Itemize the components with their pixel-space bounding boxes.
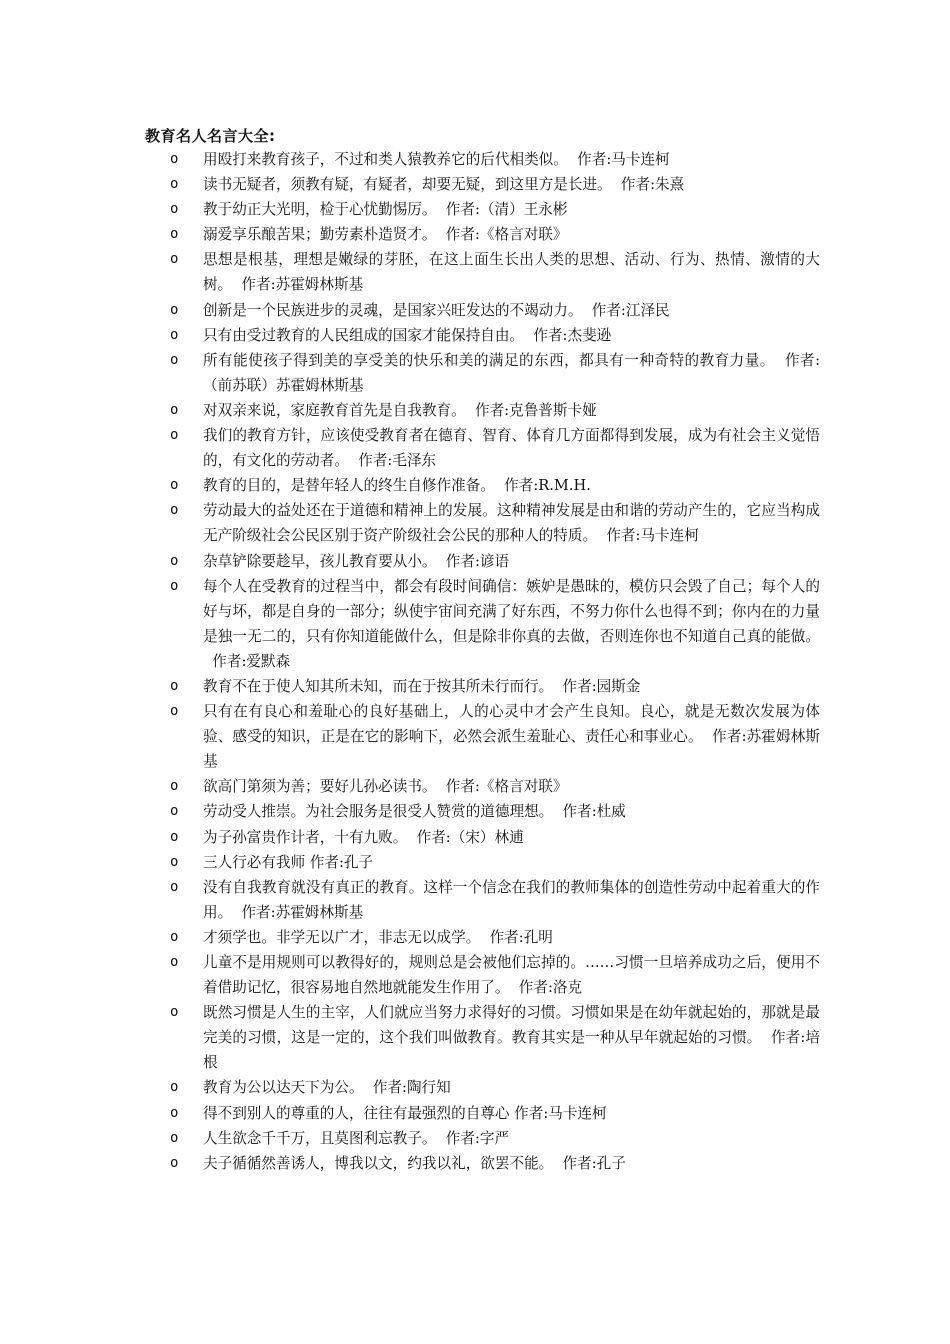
quote-item bbox=[160, 875, 820, 925]
quote-item bbox=[160, 549, 820, 574]
quote-author: 《格言对联》 bbox=[479, 226, 568, 244]
quote-author: 朱熹 bbox=[655, 176, 685, 194]
bullet-icon: o bbox=[170, 1129, 179, 1146]
quote-author: 苏霍姆林斯基 bbox=[203, 728, 820, 771]
quote-item bbox=[160, 1000, 820, 1075]
quote-text: 读书无疑者，须教有疑，有疑者，却要无疑，到这里方是长进。 bbox=[203, 176, 612, 194]
quote-author: 谚语 bbox=[479, 552, 510, 570]
quote-author: 马卡连柯 bbox=[640, 527, 699, 545]
quote-author: （清）王永彬 bbox=[479, 201, 568, 219]
quote-item bbox=[160, 799, 820, 824]
bullet-icon: o bbox=[170, 226, 179, 243]
quote-item bbox=[160, 398, 820, 423]
bullet-icon: o bbox=[170, 778, 179, 795]
quote-item bbox=[160, 323, 820, 348]
quote-item bbox=[160, 1075, 820, 1100]
quote-author: 《格言对联》 bbox=[479, 778, 568, 796]
quote-author: 毛泽东 bbox=[392, 452, 437, 470]
bullet-icon: o bbox=[170, 577, 179, 594]
quote-item bbox=[160, 298, 820, 323]
author-prefix: 作者: bbox=[712, 728, 747, 746]
author-prefix: 作者: bbox=[562, 803, 597, 821]
author-prefix: 作者: bbox=[562, 677, 597, 695]
author-prefix: 作者: bbox=[241, 276, 276, 294]
quote-author: 孔子 bbox=[596, 1154, 626, 1172]
quote-author: 孔明 bbox=[523, 928, 553, 946]
author-prefix: 作者: bbox=[445, 778, 480, 796]
bullet-icon: o bbox=[170, 803, 179, 820]
quote-text: 杂草铲除要趁早，孩儿教育要从小。 bbox=[203, 552, 437, 570]
bullet-icon: o bbox=[170, 401, 179, 418]
quote-item bbox=[160, 498, 820, 548]
bullet-icon: o bbox=[170, 301, 179, 318]
author-prefix: 作者: bbox=[770, 1029, 806, 1047]
quote-item bbox=[160, 1101, 820, 1126]
author-prefix: 作者: bbox=[212, 652, 247, 670]
bullet-icon: o bbox=[170, 1104, 179, 1121]
bullet-icon: o bbox=[170, 326, 179, 343]
quote-author: 培根 bbox=[203, 1029, 820, 1072]
quote-item bbox=[160, 247, 820, 297]
quote-author: R.M.H. bbox=[538, 477, 591, 495]
quote-item bbox=[160, 222, 820, 247]
bullet-icon: o bbox=[170, 703, 179, 720]
quote-text: 溺爱享乐酿苦果；勤劳素朴造贤才。 bbox=[203, 226, 437, 244]
bullet-icon: o bbox=[170, 251, 179, 268]
quote-author: 杰斐逊 bbox=[567, 326, 612, 344]
author-prefix: 作者: bbox=[445, 201, 480, 219]
quote-text: 教育为公以达天下为公。 bbox=[203, 1079, 364, 1097]
quote-author: 苏霍姆林斯基 bbox=[275, 903, 364, 921]
author-prefix: 作者: bbox=[577, 151, 612, 168]
quote-item bbox=[160, 574, 820, 674]
quote-author: 洛克 bbox=[552, 979, 583, 997]
author-prefix: 作者: bbox=[489, 928, 524, 946]
quote-item bbox=[160, 674, 820, 699]
quote-author: 孔子 bbox=[343, 853, 374, 871]
bullet-icon: o bbox=[170, 201, 179, 218]
quote-item bbox=[160, 1151, 820, 1176]
bullet-icon: o bbox=[170, 427, 179, 444]
quote-item bbox=[160, 850, 820, 875]
bullet-icon: o bbox=[170, 351, 179, 368]
author-prefix: 作者: bbox=[533, 326, 568, 344]
quote-author: 园斯金 bbox=[596, 677, 641, 695]
quote-item bbox=[160, 197, 820, 222]
quote-author: 字严 bbox=[479, 1129, 510, 1147]
quote-text: 我们的教育方针，应该使受教育者在德育、智育、体育几方面都得到发展，成为有社会主义觉悟的，有文化的劳动者。 bbox=[203, 427, 820, 470]
quote-text: 三人行必有我师 bbox=[203, 853, 306, 871]
author-prefix: 作者: bbox=[514, 1104, 549, 1122]
quote-author: 爱默森 bbox=[246, 652, 291, 670]
quote-item bbox=[160, 473, 820, 498]
quote-text: 创新是一个民族进步的灵魂，是国家兴旺发达的不竭动力。 bbox=[203, 301, 583, 319]
quote-item bbox=[160, 172, 820, 197]
quote-text: 教于幼正大光明，检于心忧勤惕厉。 bbox=[203, 201, 437, 219]
quote-text: 为子孙富贵作计者，十有九败。 bbox=[203, 828, 408, 846]
quote-item bbox=[160, 1126, 820, 1151]
quote-text: 每个人在受教育的过程当中，都会有段时间确信：嫉妒是愚昧的，模仿只会毁了自己；每个人的好与坏，都是自身的一部分；纵使宇宙间充满了好东西，不努力你什么也得不到；你内在的力量是独一无二的，只有你知道能做什么，但是除非你真的去做，否则连你也不知道自己真的能做。 bbox=[203, 577, 820, 645]
bullet-icon: o bbox=[170, 677, 179, 694]
bullet-icon: o bbox=[170, 878, 179, 895]
quote-list bbox=[160, 147, 820, 1176]
bullet-icon: o bbox=[170, 1079, 179, 1096]
bullet-icon: o bbox=[170, 151, 179, 167]
quote-text: 得不到别人的尊重的人，往往有最强烈的自尊心 bbox=[203, 1104, 510, 1122]
quote-text: 教育不在于使人知其所未知，而在于按其所未行而行。 bbox=[203, 677, 554, 695]
quote-text: 所有能使孩子得到美的享受美的快乐和美的满足的东西，都具有一种奇特的教育力量。 bbox=[203, 351, 775, 369]
author-prefix: 作者: bbox=[620, 176, 656, 194]
bullet-icon: o bbox=[170, 828, 179, 845]
quote-text: 劳动最大的益处还在于道德和精神上的发展。这种精神发展是由和谐的劳动产生的，它应当构成无产阶级社会公民区别于资产阶级社会公民的那种人的特质。 bbox=[203, 502, 820, 545]
author-prefix: 作者: bbox=[518, 979, 553, 997]
quote-author: 马卡连柯 bbox=[548, 1104, 607, 1122]
quote-author: 杜威 bbox=[596, 803, 626, 821]
author-prefix: 作者: bbox=[372, 1079, 407, 1097]
quote-author: 克鲁普斯卡娅 bbox=[509, 401, 597, 419]
quote-text: 用殴打来教育孩子，不过和类人猿教养它的后代相类似。 bbox=[203, 151, 568, 168]
quote-item bbox=[160, 825, 820, 850]
bullet-icon: o bbox=[170, 477, 179, 494]
bullet-icon: o bbox=[170, 502, 179, 519]
author-prefix: 作者: bbox=[445, 552, 480, 570]
bullet-icon: o bbox=[170, 1154, 179, 1171]
quote-text: 才须学也。非学无以广才，非志无以成学。 bbox=[203, 928, 481, 946]
bullet-icon: o bbox=[170, 853, 179, 870]
author-prefix: 作者: bbox=[309, 853, 344, 871]
author-prefix: 作者: bbox=[445, 1129, 480, 1147]
quote-item bbox=[160, 774, 820, 799]
quote-author: 苏霍姆林斯基 bbox=[275, 276, 364, 294]
author-prefix: 作者: bbox=[784, 351, 820, 369]
quote-item bbox=[160, 147, 820, 172]
quote-text: 教育的目的，是替年轻人的终生自修作准备。 bbox=[203, 477, 495, 495]
quote-text: 没有自我教育就没有真正的教育。这样一个信念在我们的教师集体的创造性劳动中起着重大的作用。 bbox=[203, 878, 820, 921]
bullet-icon: o bbox=[170, 928, 179, 945]
quote-text: 只有由受过教育的人民组成的国家才能保持自由。 bbox=[203, 326, 525, 344]
quote-item bbox=[160, 423, 820, 473]
author-prefix: 作者: bbox=[445, 226, 480, 244]
quote-item bbox=[160, 699, 820, 774]
document-title: 教育名人名言大全: bbox=[145, 127, 276, 145]
quote-item bbox=[160, 950, 820, 1000]
quote-text: 只有在有良心和羞耻心的良好基础上，人的心灵中才会产生良知。良心，就是无数次发展为体验、感受的知识，正是在它的影响下，必然会派生羞耻心、责任心和事业心。 bbox=[203, 703, 820, 746]
author-prefix: 作者: bbox=[474, 401, 510, 419]
quote-text: 思想是根基，理想是嫩绿的芽胚，在这上面生长出人类的思想、活动、行为、热情、激情的大树。 bbox=[203, 251, 820, 294]
quote-text: 夫子循循然善诱人，博我以文，约我以礼，欲罢不能。 bbox=[203, 1154, 554, 1172]
quote-item bbox=[160, 925, 820, 950]
author-prefix: 作者: bbox=[416, 828, 451, 846]
quote-author: 江泽民 bbox=[625, 301, 670, 319]
bullet-icon: o bbox=[170, 552, 179, 569]
author-prefix: 作者: bbox=[504, 477, 539, 495]
quote-author: （宋）林逋 bbox=[450, 828, 524, 846]
quote-text: 人生欲念千千万，且莫图利忘教子。 bbox=[203, 1129, 437, 1147]
quote-text: 欲高门第须为善；要好儿孙必读书。 bbox=[203, 778, 437, 796]
author-prefix: 作者: bbox=[591, 301, 626, 319]
quote-author: （前苏联）苏霍姆林斯基 bbox=[203, 376, 364, 394]
author-prefix: 作者: bbox=[562, 1154, 597, 1172]
bullet-icon: o bbox=[170, 176, 179, 193]
quote-author: 陶行知 bbox=[406, 1079, 451, 1097]
quote-text: 劳动受人推崇。为社会服务是很受人赞赏的道德理想。 bbox=[203, 803, 554, 821]
author-prefix: 作者: bbox=[606, 527, 641, 545]
author-prefix: 作者: bbox=[358, 452, 393, 470]
quote-text: 儿童不是用规则可以教得好的，规则总是会被他们忘掉的。……习惯一旦培养成功之后，便用不着借助记忆，很容易地自然地就能发生作用了。 bbox=[203, 954, 820, 997]
quote-author: 马卡连柯 bbox=[611, 151, 670, 168]
quote-text: 既然习惯是人生的主宰，人们就应当努力求得好的习惯。习惯如果是在幼年就起始的，那就是最完美的习惯，这是一定的，这个我们叫做教育。教育其实是一种从早年就起始的习惯。 bbox=[203, 1004, 820, 1047]
bullet-icon: o bbox=[170, 954, 179, 970]
author-prefix: 作者: bbox=[241, 903, 276, 921]
quote-text: 对双亲来说，家庭教育首先是自我教育。 bbox=[203, 401, 466, 419]
quote-item bbox=[160, 348, 820, 398]
bullet-icon: o bbox=[170, 1004, 179, 1021]
